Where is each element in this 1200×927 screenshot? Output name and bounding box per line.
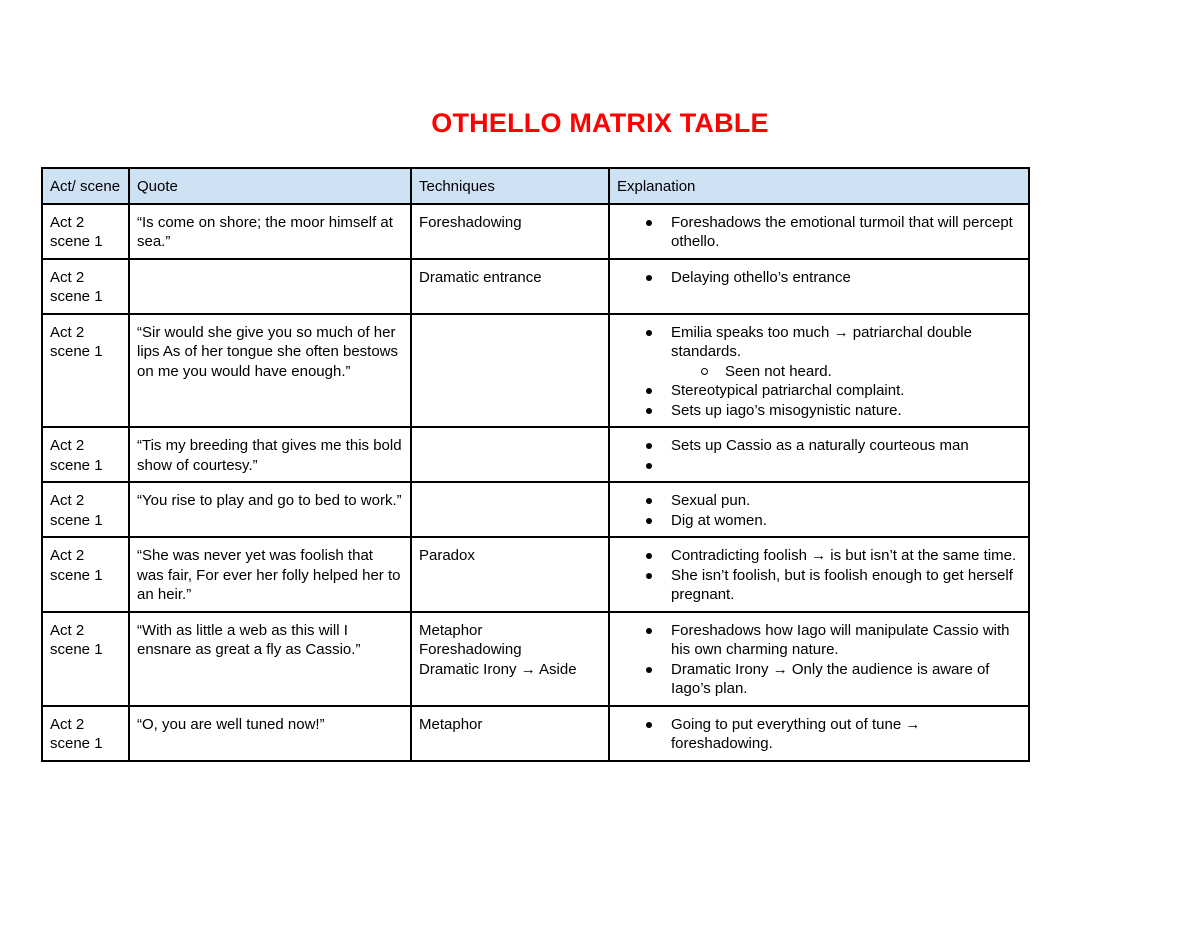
act-scene-cell: Act 2 scene 1	[42, 537, 129, 612]
explanation-text: Foreshadows how Iago will manipulate Cassio with his own charming nature.	[671, 621, 1010, 658]
explanation-list	[617, 621, 1021, 699]
explanation-bullet	[671, 660, 1021, 699]
techniques-cell	[411, 482, 609, 537]
act-scene-cell: Act 2 scene 1	[42, 259, 129, 314]
table-row	[42, 482, 1029, 537]
explanation-text: Contradicting foolish → is but isn’t at the same time.	[671, 547, 1017, 564]
table-row	[42, 314, 1029, 428]
act-scene-cell: Act 2 scene 1	[42, 204, 129, 259]
table-row	[42, 204, 1029, 259]
explanation-text: Sexual pun.	[671, 492, 751, 509]
page-title: OTHELLO MATRIX TABLE	[431, 108, 769, 138]
explanation-cell	[609, 314, 1029, 428]
techniques-cell: Paradox	[411, 537, 609, 612]
quote-cell: “Sir would she give you so much of her lips As of her tongue she often bestows on me you would have enough.”	[129, 314, 411, 428]
quote-cell	[129, 259, 411, 314]
explanation-list	[617, 546, 1021, 605]
table-row	[42, 706, 1029, 761]
techniques-cell-line: Metaphor	[419, 621, 483, 639]
explanation-bullet	[671, 323, 1021, 382]
explanation-text: Dramatic Irony → Only the audience is aware of Iago’s plan.	[671, 660, 990, 697]
act-scene-cell: Act 2 scene 1	[42, 612, 129, 706]
header-row	[42, 168, 1029, 204]
table-row	[42, 259, 1029, 314]
explanation-cell	[609, 482, 1029, 537]
header-act: Act/ scene	[42, 168, 129, 204]
act-scene-cell: Act 2 scene 1	[42, 706, 129, 761]
explanation-cell	[609, 537, 1029, 612]
explanation-bullet	[671, 436, 1021, 456]
matrix-table	[41, 167, 1030, 762]
table-row	[42, 537, 1029, 612]
explanation-text: Dig at women.	[671, 511, 767, 529]
explanation-text: Foreshadows the emotional turmoil that will percept othello.	[671, 213, 1013, 250]
explanation-cell	[609, 706, 1029, 761]
act-scene-cell: Act 2 scene 1	[42, 482, 129, 537]
explanation-list	[617, 491, 1021, 530]
explanation-cell	[609, 612, 1029, 706]
explanation-text: Sets up Cassio as a naturally courteous man	[671, 437, 969, 454]
explanation-text: Sets up iago’s misogynistic nature.	[671, 401, 902, 419]
explanation-text: Stereotypical patriarchal complaint.	[671, 382, 905, 399]
explanation-text: Delaying othello’s entrance	[671, 268, 851, 286]
explanation-cell	[609, 259, 1029, 314]
quote-cell: “With as little a web as this will I ensnare as great a fly as Cassio.”	[129, 612, 411, 706]
explanation-bullet	[671, 491, 1021, 511]
explanation-list	[617, 436, 1021, 475]
quote-cell: “O, you are well tuned now!”	[129, 706, 411, 761]
explanation-list	[617, 323, 1021, 421]
explanation-list	[617, 213, 1021, 252]
header-quote: Quote	[129, 168, 411, 204]
explanation-bullet	[671, 511, 1021, 531]
explanation-bullet	[671, 546, 1021, 566]
table-row	[42, 427, 1029, 482]
explanation-bullet	[671, 213, 1021, 252]
quote-cell: “Is come on shore; the moor himself at sea.”	[129, 204, 411, 259]
explanation-bullet	[671, 456, 1021, 476]
explanation-bullet	[671, 381, 1021, 401]
explanation-text: She isn’t foolish, but is foolish enough to get herself pregnant.	[671, 566, 1013, 603]
act-scene-cell: Act 2 scene 1	[42, 314, 129, 428]
techniques-cell: Foreshadowing	[411, 204, 609, 259]
explanation-sub-bullet: Seen not heard.	[725, 362, 1021, 382]
techniques-cell	[411, 314, 609, 428]
explanation-cell	[609, 204, 1029, 259]
quote-cell: “Tis my breeding that gives me this bold show of courtesy.”	[129, 427, 411, 482]
explanation-list	[617, 268, 1021, 288]
quote-cell: “You rise to play and go to bed to work.”	[129, 482, 411, 537]
explanation-bullet	[671, 715, 1021, 754]
table-body	[42, 204, 1029, 761]
table-row	[42, 612, 1029, 706]
explanation-bullet	[671, 621, 1021, 660]
explanation-list	[617, 715, 1021, 754]
explanation-text: Emilia speaks too much → patriarchal double standards.	[671, 323, 972, 360]
explanation-sublist	[671, 362, 1021, 382]
techniques-cell-line: Foreshadowing	[419, 641, 522, 658]
header-explanation: Explanation	[609, 168, 1029, 204]
quote-cell: “She was never yet was foolish that was fair, For ever her folly helped her to an heir.”	[129, 537, 411, 612]
techniques-cell	[411, 427, 609, 482]
explanation-cell	[609, 427, 1029, 482]
techniques-cell-line: Dramatic Irony → Aside	[419, 660, 577, 678]
techniques-cell: Dramatic entrance	[411, 259, 609, 314]
act-scene-cell: Act 2 scene 1	[42, 427, 129, 482]
techniques-cell: Metaphor	[411, 706, 609, 761]
explanation-bullet	[671, 401, 1021, 421]
explanation-bullet	[671, 268, 1021, 288]
techniques-cell	[411, 612, 609, 706]
explanation-bullet	[671, 566, 1021, 605]
header-techniques: Techniques	[411, 168, 609, 204]
explanation-text: Going to put everything out of tune → foreshadowing.	[671, 715, 921, 752]
